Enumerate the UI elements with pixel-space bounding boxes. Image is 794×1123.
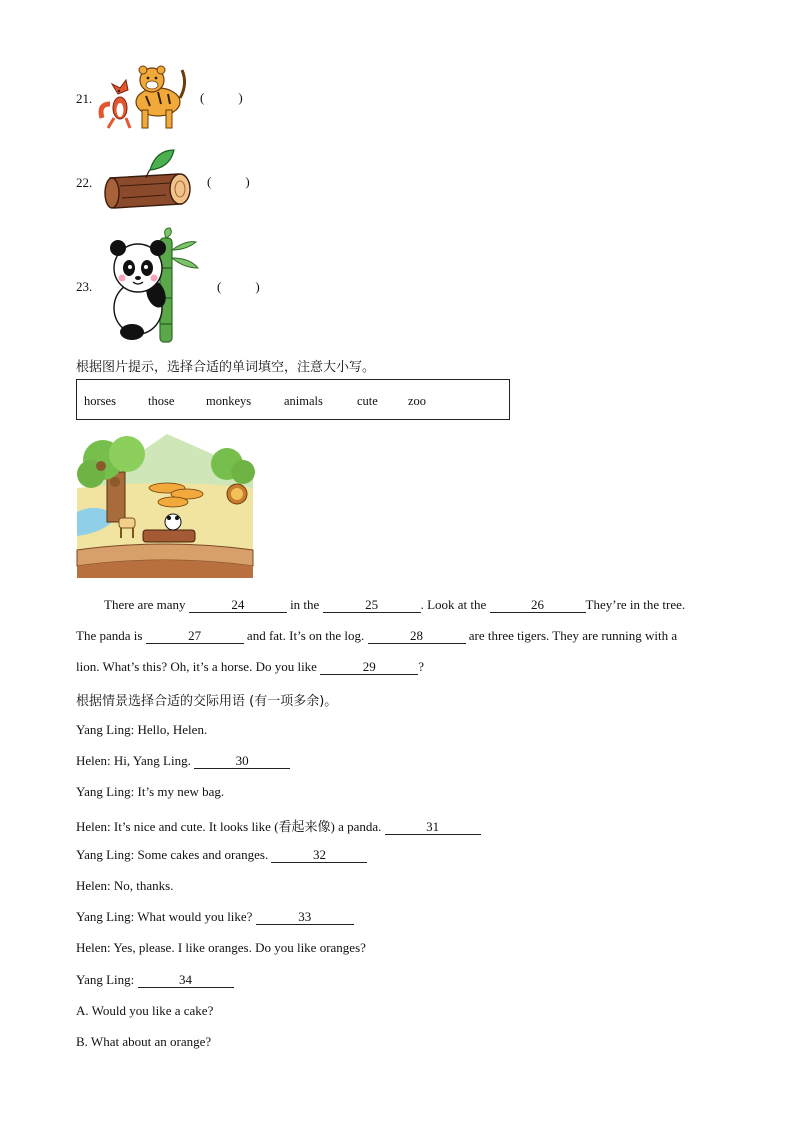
- blank-30[interactable]: 30: [194, 754, 290, 769]
- dialog-section-instruction: 根据情景选择合适的交际用语 (有一项多余)。: [76, 694, 338, 709]
- log-with-leaf-image: [100, 148, 192, 214]
- fox-and-tiger-image: [100, 64, 190, 132]
- question-22-number: 22.: [76, 175, 93, 190]
- question-23-answer-parens[interactable]: ( ): [217, 279, 260, 294]
- dialog-line: Yang Ling: 34: [76, 972, 234, 988]
- blank-25[interactable]: 25: [323, 598, 421, 613]
- blank-26[interactable]: 26: [490, 598, 586, 613]
- dialog-option: A. Would you like a cake?: [76, 1003, 214, 1018]
- zoo-scene-image: [77, 432, 253, 578]
- blank-24[interactable]: 24: [189, 598, 287, 613]
- passage-line-3: lion. What’s this? Oh, it’s a horse. Do you like 29 ?: [76, 659, 424, 674]
- passage-line-2: The panda is 27 and fat. It’s on the log. 28 are three tigers. They are running with a: [76, 628, 678, 643]
- word-bank-item: cute: [357, 394, 378, 408]
- blank-31[interactable]: 31: [385, 820, 481, 835]
- word-bank-box: [76, 379, 510, 420]
- dialog-option: B. What about an orange?: [76, 1034, 212, 1049]
- dialog-line: Helen: Hi, Yang Ling. 30: [76, 753, 290, 769]
- dialog-line: Helen: No, thanks.: [76, 878, 174, 893]
- panda-on-bamboo-image: [98, 228, 208, 344]
- word-bank-item: horses: [84, 394, 116, 408]
- passage-line-1: There are many 24 in the 25 . Look at the 26 They’re in the tree.: [104, 597, 686, 612]
- blank-27[interactable]: 27: [146, 629, 244, 644]
- question-21-number: 21.: [76, 91, 93, 106]
- question-21-answer-parens[interactable]: ( ): [200, 90, 243, 105]
- blank-32[interactable]: 32: [271, 848, 367, 863]
- question-22-answer-parens[interactable]: ( ): [207, 174, 250, 189]
- dialog-line: Yang Ling: Some cakes and oranges. 32: [76, 847, 367, 863]
- word-bank-item: those: [148, 394, 175, 408]
- blank-29[interactable]: 29: [320, 660, 418, 675]
- blank-33[interactable]: 33: [256, 910, 354, 925]
- blank-28[interactable]: 28: [368, 629, 466, 644]
- fill-section-instruction: 根据图片提示，选择合适的单词填空，注意大小写。: [76, 360, 376, 375]
- dialog-line: Yang Ling: Hello, Helen.: [76, 722, 208, 737]
- word-bank-item: monkeys: [206, 394, 252, 408]
- dialog-line: Yang Ling: What would you like? 33: [76, 909, 354, 925]
- dialog-line: Helen: It’s nice and cute. It looks like (看起来像) a panda. 31: [76, 816, 481, 835]
- question-23-number: 23.: [76, 279, 93, 294]
- word-bank-item: zoo: [408, 394, 427, 408]
- dialog-line: Yang Ling: It’s my new bag.: [76, 784, 225, 799]
- dialog-line: Helen: Yes, please. I like oranges. Do you like oranges?: [76, 940, 366, 955]
- blank-34[interactable]: 34: [138, 973, 234, 988]
- word-bank-item: animals: [284, 394, 323, 408]
